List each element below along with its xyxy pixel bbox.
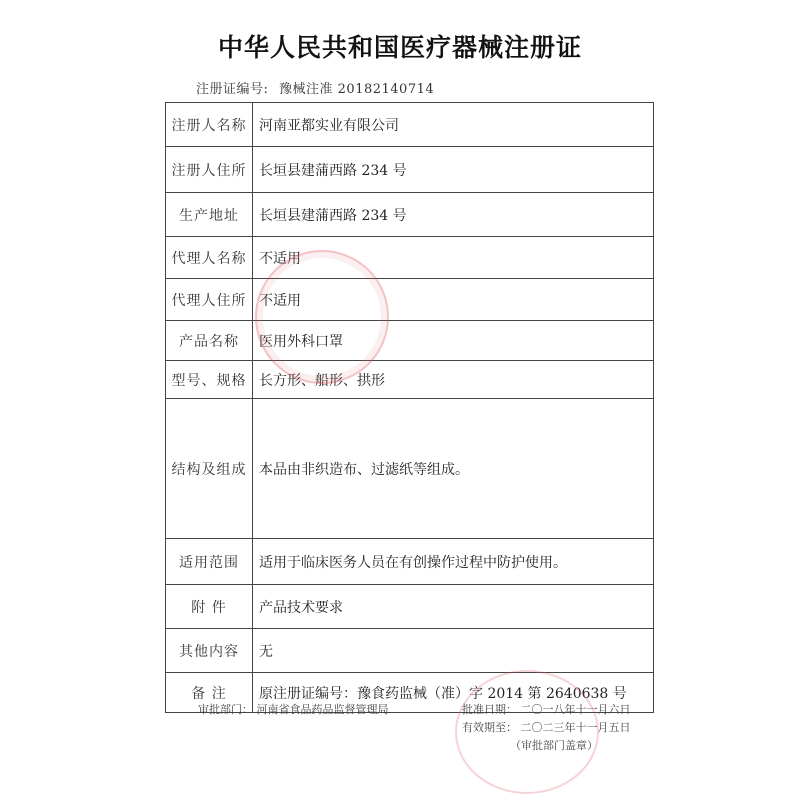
seal-note: （审批部门盖章） xyxy=(510,739,598,752)
table-row xyxy=(166,103,654,147)
official-seal-image xyxy=(255,250,389,384)
row-key: 备 注 xyxy=(166,673,253,713)
approval-date-label: 批准日期： xyxy=(462,703,517,716)
registration-number-label: 注册证编号: xyxy=(196,82,269,97)
row-key: 产品名称 xyxy=(166,321,253,361)
row-value: 无 xyxy=(253,629,654,673)
certificate-title: 中华人民共和国医疗器械注册证 xyxy=(217,33,582,62)
approval-authority-value: 河南省食品药品监督管理局 xyxy=(256,703,389,716)
row-key: 型号、规格 xyxy=(166,361,253,399)
registration-number xyxy=(196,78,434,97)
valid-until xyxy=(462,719,631,735)
registration-number-value: 豫械注准 20182140714 xyxy=(279,82,435,97)
approval-date xyxy=(462,701,631,717)
row-value: 不适用 xyxy=(253,237,654,279)
row-value: 医用外科口罩 xyxy=(253,321,654,361)
table-row xyxy=(166,147,654,193)
valid-until-value: 二〇二三年十一月五日 xyxy=(520,721,631,734)
row-key: 代理人住所 xyxy=(166,279,253,321)
row-key: 附 件 xyxy=(166,585,253,629)
row-value: 产品技术要求 xyxy=(253,585,654,629)
row-key: 结构及组成 xyxy=(166,399,253,539)
row-value: 本品由非织造布、过滤纸等组成。 xyxy=(253,399,654,539)
table-row xyxy=(166,237,654,279)
row-value: 长方形、船形、拱形 xyxy=(253,361,654,399)
table-row xyxy=(166,193,654,237)
row-value: 长垣县建蒲西路 234 号 xyxy=(253,147,654,193)
row-value: 原注册证编号：豫食药监械（准）字 2014 第 2640638 号 xyxy=(253,673,654,713)
row-value: 不适用 xyxy=(253,279,654,321)
row-key: 适用范围 xyxy=(166,539,253,585)
certificate-table xyxy=(165,102,654,713)
row-value: 河南亚都实业有限公司 xyxy=(253,103,654,147)
row-key: 生产地址 xyxy=(166,193,253,237)
row-value: 长垣县建蒲西路 234 号 xyxy=(253,193,654,237)
table-row xyxy=(166,279,654,321)
table-row xyxy=(166,361,654,399)
approval-authority xyxy=(198,701,389,717)
table-row xyxy=(166,321,654,361)
approval-authority-label: 审批部门： xyxy=(198,703,253,716)
approval-date-value: 二〇一八年十一月六日 xyxy=(520,703,631,716)
row-key: 其他内容 xyxy=(166,629,253,673)
row-key: 注册人住所 xyxy=(166,147,253,193)
valid-until-label: 有效期至： xyxy=(462,721,517,734)
table-row xyxy=(166,629,654,673)
row-key: 代理人名称 xyxy=(166,237,253,279)
row-key: 注册人名称 xyxy=(166,103,253,147)
table-row xyxy=(166,539,654,585)
table-row xyxy=(166,399,654,539)
row-value: 适用于临床医务人员在有创操作过程中防护使用。 xyxy=(253,539,654,585)
table-row xyxy=(166,585,654,629)
